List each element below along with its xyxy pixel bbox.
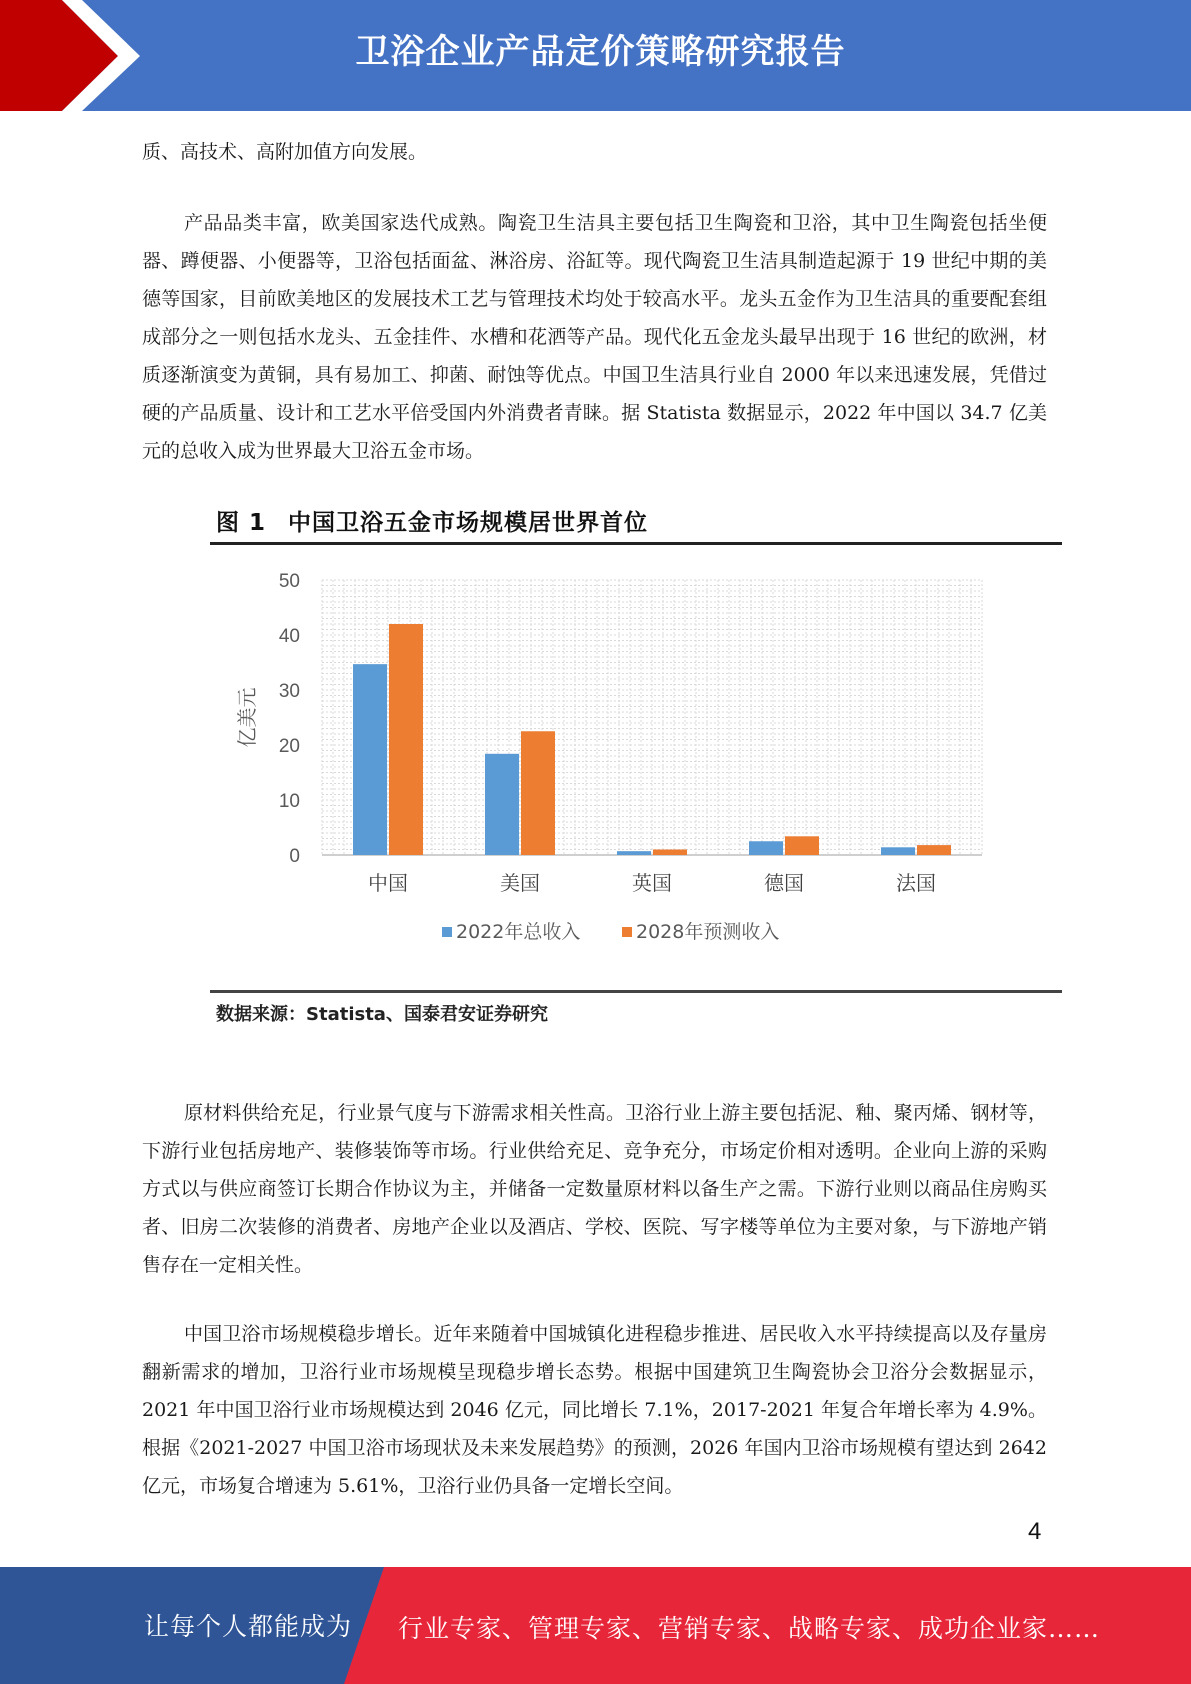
bar-2028-3 <box>785 836 819 855</box>
x-tick-label: 美国 <box>500 871 540 895</box>
bar-2022-2 <box>617 851 651 855</box>
x-tick-label: 英国 <box>632 871 672 895</box>
figure-top-rule <box>210 542 1062 545</box>
page-footer <box>0 1567 1191 1684</box>
bar-2028-2 <box>653 850 687 856</box>
x-tick-label: 法国 <box>896 871 936 895</box>
footer-slogan-right: 行业专家、管理专家、营销专家、战略专家、成功企业家…… <box>398 1614 1101 1643</box>
figure-title <box>216 504 648 537</box>
figure-1 <box>210 500 1062 1040</box>
bar-chart <box>210 550 1062 990</box>
paragraph-raw-materials: 原材料供给充足，行业景气度与下游需求相关性高。卫浴行业上游主要包括泥、釉、聚丙烯、钢材等，下游行业包括房地产、装修装饰等市场。行业供给充足、竞争充分，市场定价相对透明。企业向上游的采购方式以与供应商签订长期合作协议为主，并储备一定数量原材料以备生产之需。下游行业则以商品住房购买者、旧房二次装修的消费者、房地产企业以及酒店、学校、医院、写字楼等单位为主要对象，与下游地产销售存在一定相关性。 <box>142 1102 1047 1276</box>
legend-label-1: 2028年预测收入 <box>636 921 780 943</box>
y-axis-label: 亿美元 <box>235 687 259 748</box>
y-tick-label: 0 <box>289 846 300 867</box>
bar-2022-1 <box>485 754 519 855</box>
figure-bottom-rule <box>210 990 1062 993</box>
x-tick-label: 德国 <box>764 871 804 895</box>
bar-2028-4 <box>917 845 951 855</box>
paragraph-continuation: 质、高技术、高附加值方向发展。 <box>142 141 428 163</box>
y-tick-label: 10 <box>278 791 300 812</box>
legend-swatch-0 <box>442 927 452 937</box>
y-tick-label: 30 <box>278 681 300 702</box>
paragraph-product-categories: 产品品类丰富，欧美国家迭代成熟。陶瓷卫生洁具主要包括卫生陶瓷和卫浴，其中卫生陶瓷包括坐便器、蹲便器、小便器等，卫浴包括面盆、淋浴房、浴缸等。现代陶瓷卫生洁具制造起源于 19 世纪中期的美德等国家，目前欧美地区的发展技术工艺与管理技术均处于较高水平。龙头五金作为卫生洁具的重要配套组成部分之一则包括水龙头、五金挂件、水槽和花洒等产品。现代化五金龙头最早出现于 16 世纪的欧洲，材质逐渐演变为黄铜，具有易加工、抑菌、耐蚀等优点。中国卫生洁具行业自 2000 年以来迅速发展，凭借过硬的产品质量、设计和工艺水平倍受国内外消费者青睐。据 Statista 数据显示，2022 年中国以 34.7 亿美元的总收入成为世界最大卫浴五金市场。 <box>142 212 1047 462</box>
figure-source: 数据来源：Statista、国泰君安证券研究 <box>216 1004 548 1025</box>
page-number: 4 <box>1028 1518 1042 1545</box>
paragraph-market-growth: 中国卫浴市场规模稳步增长。近年来随着中国城镇化进程稳步推进、居民收入水平持续提高以及存量房翻新需求的增加，卫浴行业市场规模呈现稳步增长态势。根据中国建筑卫生陶瓷协会卫浴分会数据显示，2021 年中国卫浴行业市场规模达到 2046 亿元，同比增长 7.1%，2017-2021 年复合年增长率为 4.9%。根据《2021-2027 中国卫浴市场现状及未来发展趋势》的预测，2026 年国内卫浴市场规模有望达到 2642 亿元，市场复合增速为 5.61%，卫浴行业仍具备一定增长空间。 <box>142 1323 1047 1497</box>
page-header <box>0 0 1191 111</box>
bar-2022-0 <box>353 664 387 855</box>
y-tick-label: 40 <box>278 626 300 647</box>
figure-caption: 中国卫浴五金市场规模居世界首位 <box>288 510 649 536</box>
footer-slogan-left: 让每个人都能成为 <box>144 1612 353 1641</box>
bar-2028-1 <box>521 731 555 855</box>
bar-2022-3 <box>749 841 783 855</box>
bar-2028-0 <box>389 624 423 855</box>
figure-number: 图 1 <box>216 510 267 536</box>
bar-2022-4 <box>881 847 915 855</box>
legend-label-0: 2022年总收入 <box>456 921 581 943</box>
legend-swatch-1 <box>622 927 632 937</box>
y-tick-label: 50 <box>278 571 300 592</box>
header-arrow-decoration <box>0 0 160 111</box>
y-tick-label: 20 <box>278 736 300 757</box>
x-tick-label: 中国 <box>368 871 408 895</box>
report-title: 卫浴企业产品定价策略研究报告 <box>355 32 846 72</box>
